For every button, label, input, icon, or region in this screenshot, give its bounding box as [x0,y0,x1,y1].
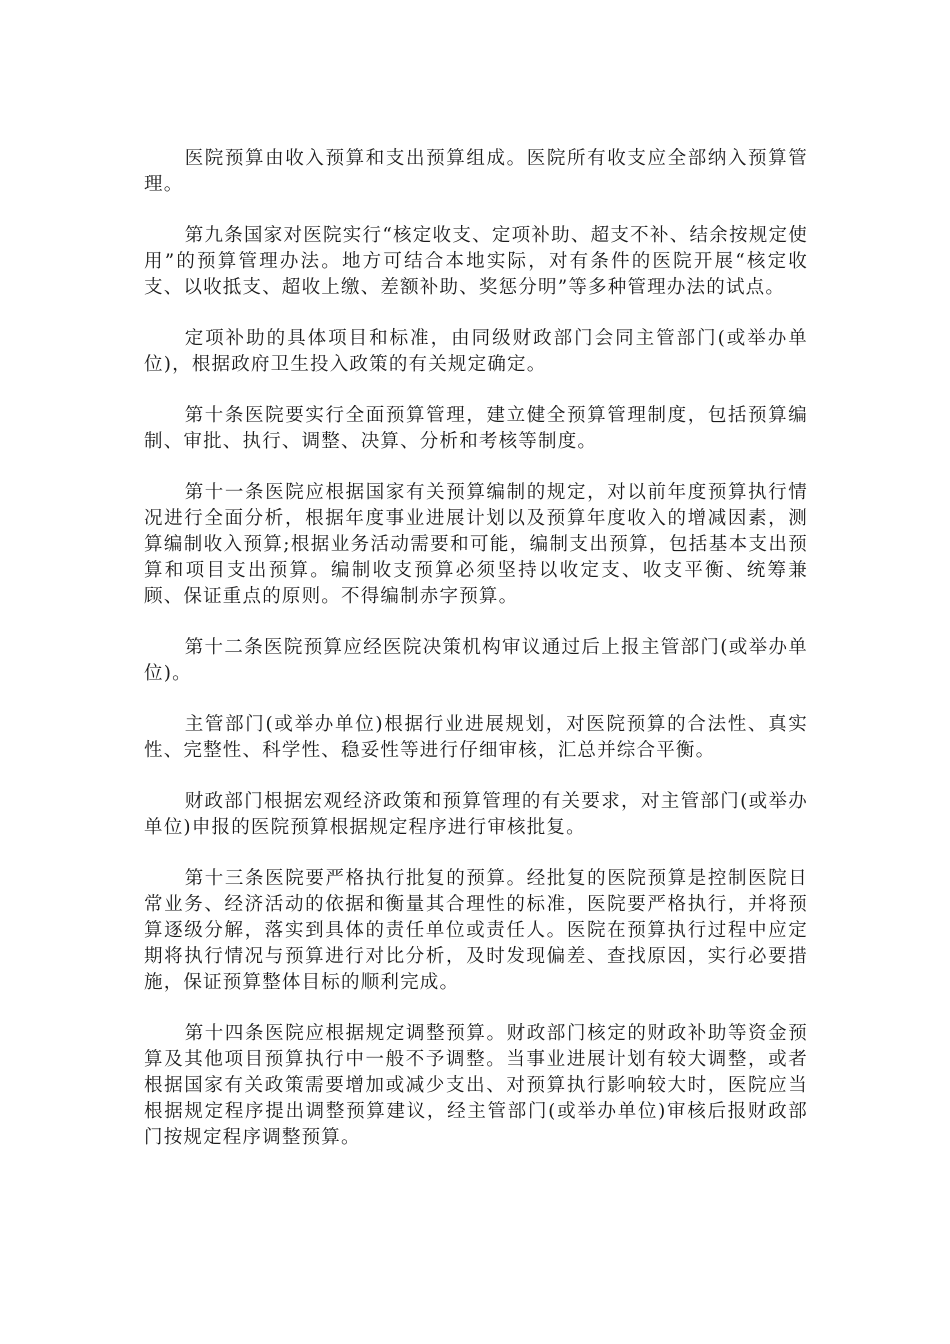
paragraph-article-14: 第十四条医院应根据规定调整预算。财政部门核定的财政补助等资金预算及其他项目预算执行中一般不予调整。当事业进展计划有较大调整，或者根据国家有关政策需要增加或减少支出、对预算执行影响较大时，医院应当根据规定程序提出调整预算建议，经主管部门(或举办单位)审核后报财政部门按规定程序调整预算。 [144,1023,808,1148]
paragraph-fixed-subsidy: 定项补助的具体项目和标准，由同级财政部门会同主管部门(或举办单位)，根据政府卫生投入政策的有关规定确定。 [144,328,808,375]
paragraph-article-13: 第十三条医院要严格执行批复的预算。经批复的医院预算是控制医院日常业务、经济活动的依据和衡量其合理性的标准，医院要严格执行，并将预算逐级分解，落实到具体的责任单位或责任人。医院在预算执行过程中应定期将执行情况与预算进行对比分析，及时发现偏差、查找原因，实行必要措施，保证预算整体目标的顺利完成。 [144,868,808,993]
document-body [144,146,808,1176]
paragraph-budget-composition: 医院预算由收入预算和支出预算组成。医院所有收支应全部纳入预算管理。 [144,148,808,195]
paragraph-finance-approval: 财政部门根据宏观经济政策和预算管理的有关要求，对主管部门(或举办单位)申报的医院预算根据规定程序进行审核批复。 [144,791,808,838]
paragraph-article-10: 第十条医院要实行全面预算管理，建立健全预算管理制度，包括预算编制、审批、执行、调整、决算、分析和考核等制度。 [144,405,808,452]
paragraph-article-12: 第十二条医院预算应经医院决策机构审议通过后上报主管部门(或举办单位)。 [144,637,808,684]
paragraph-supervisor-review: 主管部门(或举办单位)根据行业进展规划，对医院预算的合法性、真实性、完整性、科学性、稳妥性等进行仔细审核，汇总并综合平衡。 [144,714,808,761]
paragraph-article-11: 第十一条医院应根据国家有关预算编制的规定，对以前年度预算执行情况进行全面分析，根据年度事业进展计划以及预算年度收入的增减因素，测算编制收入预算;根据业务活动需要和可能，编制支出预算，包括基本支出预算和项目支出预算。编制收支预算必须坚持以收定支、收支平衡、统筹兼顾、保证重点的原则。不得编制赤字预算。 [144,482,808,607]
paragraph-article-9: 第九条国家对医院实行“核定收支、定项补助、超支不补、结余按规定使用”的预算管理办法。地方可结合本地实际，对有条件的医院开展“核定收支、以收抵支、超收上缴、差额补助、奖惩分明”等多种管理办法的试点。 [144,225,808,298]
